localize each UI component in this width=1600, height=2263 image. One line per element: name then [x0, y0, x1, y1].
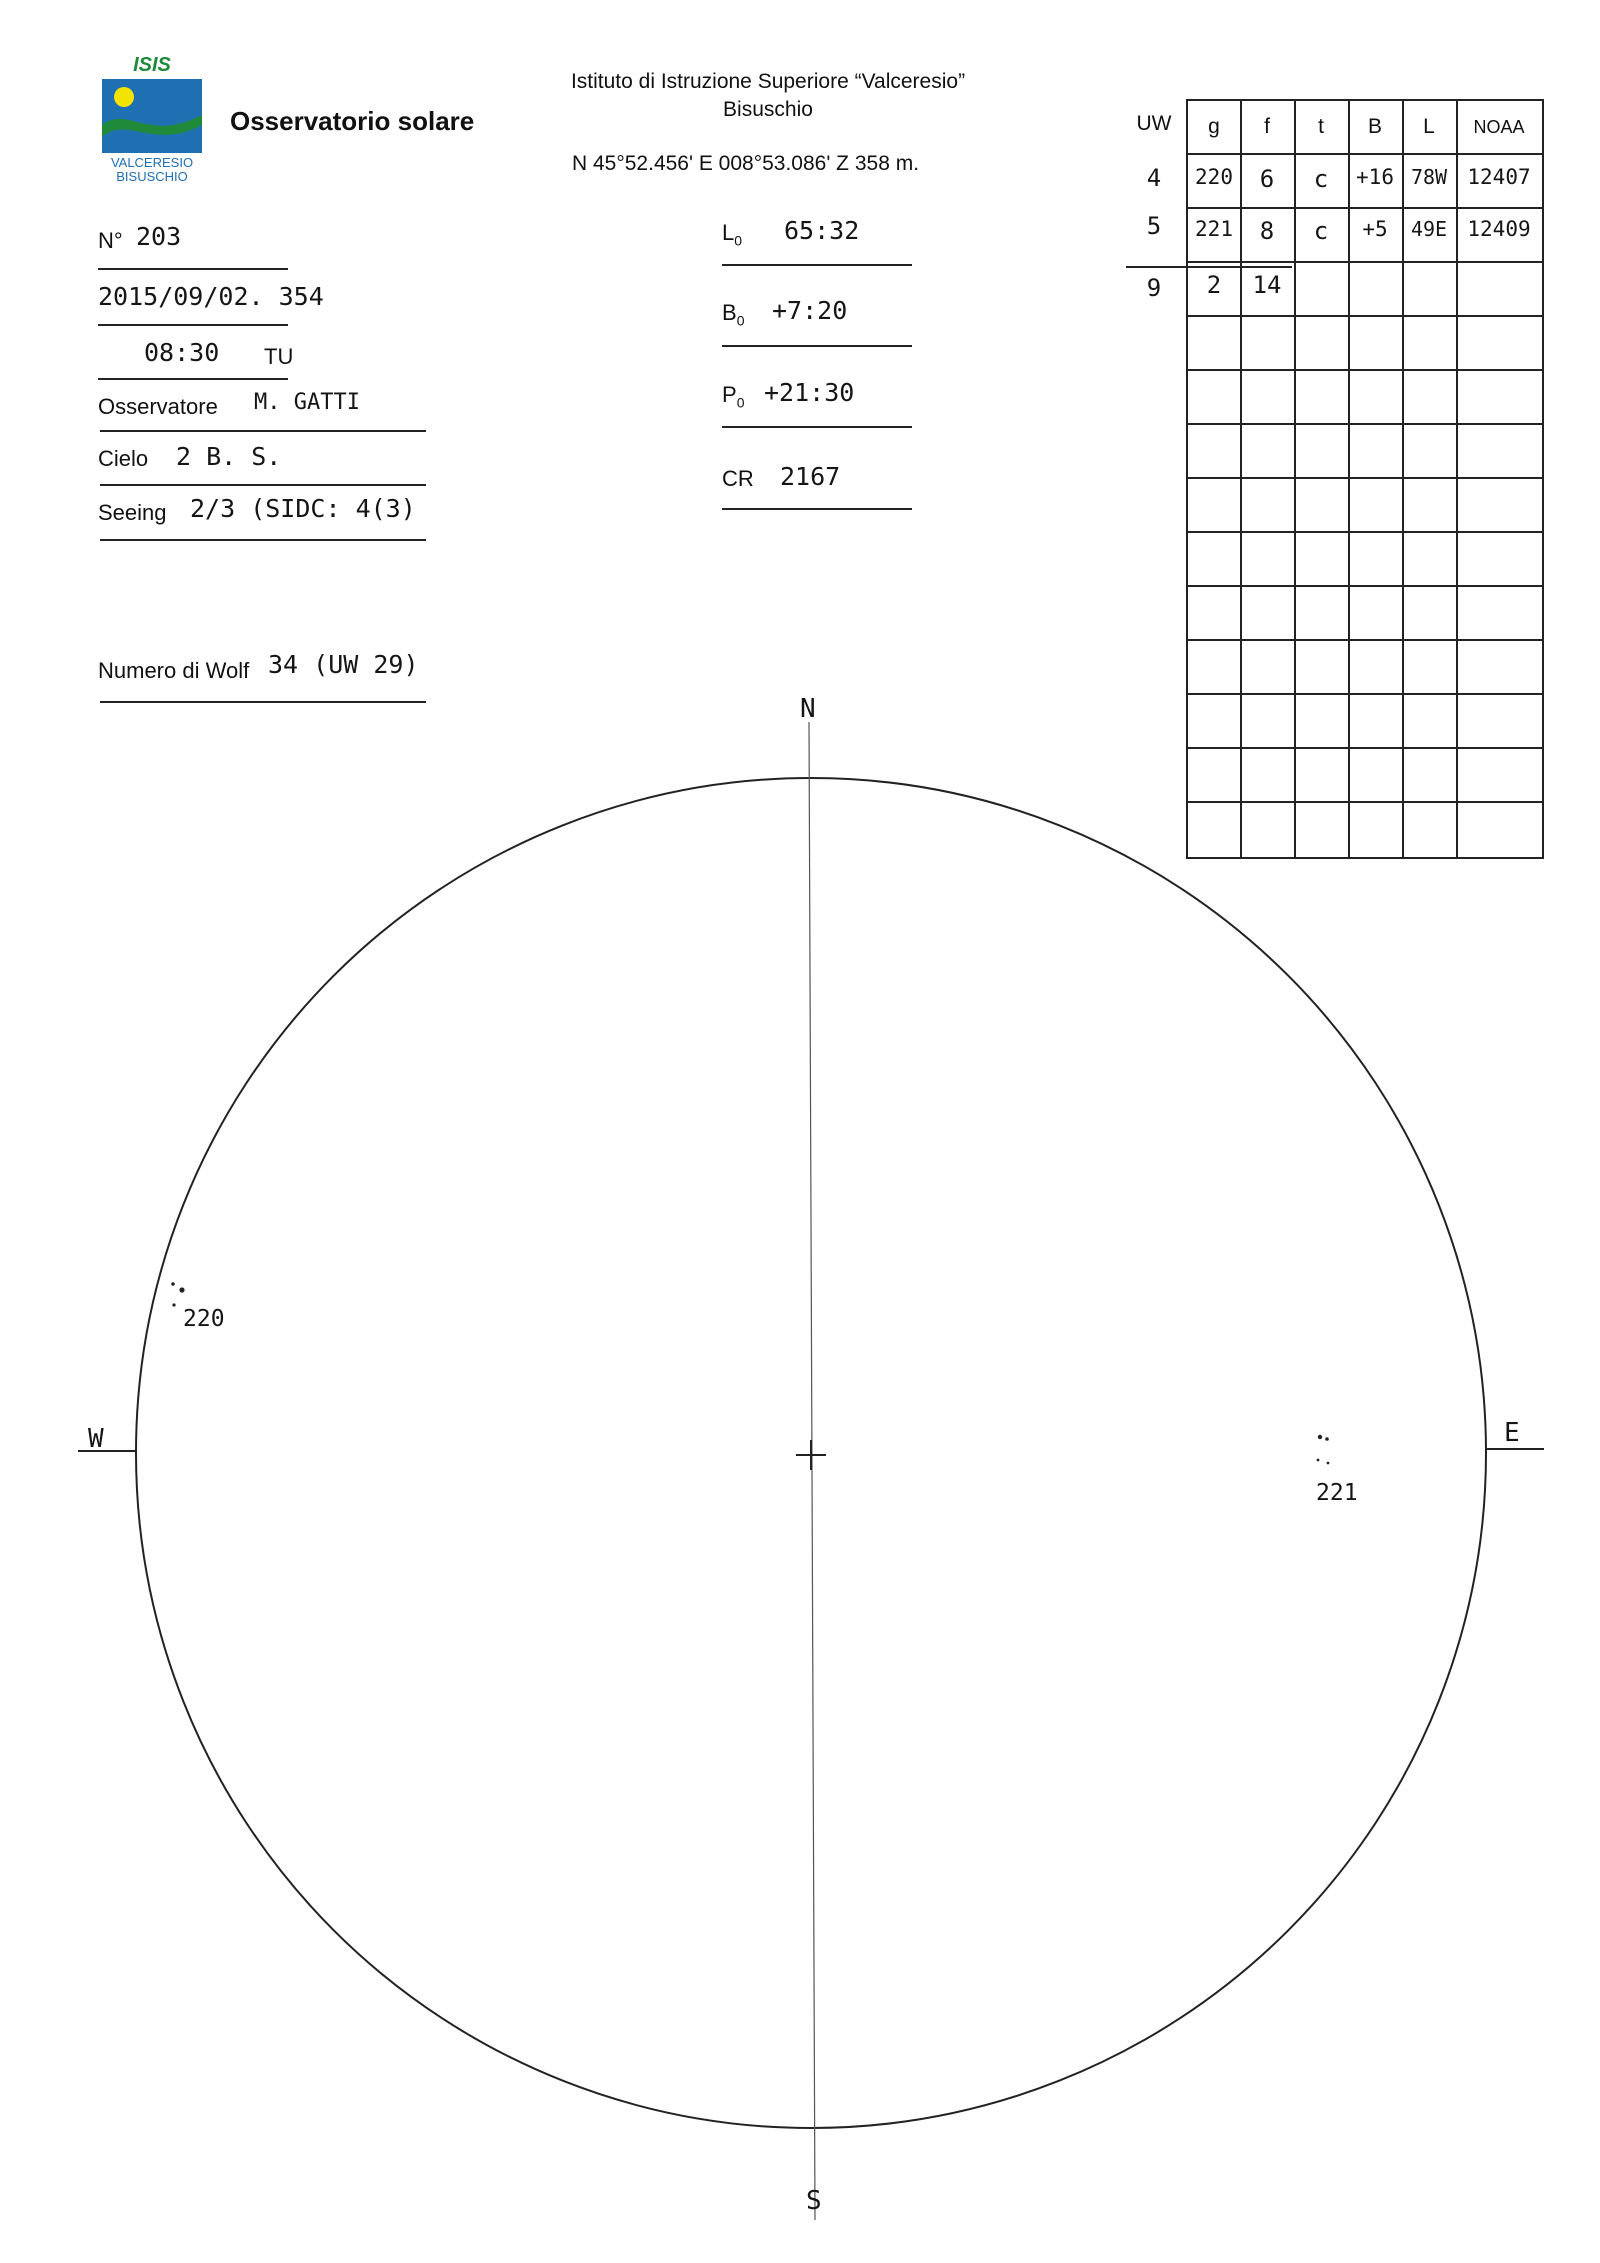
- seeing-label: Seeing: [98, 500, 167, 525]
- table-cell: 5: [1146, 212, 1162, 240]
- sunspot: [179, 1287, 184, 1292]
- table-cell: 12407: [1467, 165, 1531, 189]
- table-cell: +5: [1362, 217, 1388, 241]
- group-label-220: 220: [183, 1306, 225, 1332]
- group-label-221: 221: [1316, 1480, 1358, 1506]
- institute-name: Istituto di Istruzione Superiore “Valceresio”: [570, 70, 966, 93]
- table-header-t: t: [1318, 115, 1324, 138]
- table-cell: 8: [1259, 217, 1275, 245]
- p0-label-text: P: [722, 382, 737, 407]
- l0-label-text: L: [722, 220, 735, 245]
- observation-time: 08:30: [144, 338, 220, 367]
- logo-name-line1: VALCERESIO: [110, 155, 194, 170]
- sunspot: [1317, 1459, 1320, 1462]
- sunspot: [171, 1282, 175, 1286]
- b0-label-sub: 0: [736, 312, 745, 329]
- table-cell: 78W: [1410, 165, 1448, 189]
- sunspot: [1325, 1437, 1329, 1441]
- logo-wordmark: ISIS: [133, 55, 171, 76]
- sky-value: 2 B. S.: [176, 442, 282, 471]
- cr-value: 2167: [780, 462, 841, 491]
- table-header-noaa: NOAA: [1473, 117, 1525, 137]
- table-cell: 221: [1195, 217, 1233, 241]
- table-header-l: L: [1423, 115, 1435, 138]
- record-number-value: 203: [136, 222, 182, 251]
- table-header-b: B: [1367, 115, 1382, 138]
- observer-value: M. GATTI: [254, 390, 360, 415]
- logo-name-line2: BISUSCHIO: [116, 169, 188, 184]
- b0-label-text: B: [722, 300, 737, 325]
- sunspot: [1327, 1462, 1330, 1465]
- table-cell: 220: [1195, 165, 1233, 189]
- seeing-value: 2/3 (SIDC: 4(3): [190, 494, 416, 523]
- table-cell: c: [1313, 217, 1329, 245]
- table-cell: 12409: [1467, 217, 1531, 241]
- east-label: E: [1504, 1418, 1520, 1448]
- north-label: N: [800, 694, 816, 724]
- table-cell: c: [1313, 165, 1329, 193]
- west-label: W: [88, 1424, 104, 1454]
- b0-value: +7:20: [772, 296, 848, 325]
- l0-value: 65:32: [784, 216, 860, 245]
- table-header-f: f: [1264, 115, 1270, 138]
- table-cell: 4: [1146, 164, 1162, 192]
- sunspot: [1318, 1435, 1322, 1439]
- north-south-axis: [809, 722, 815, 2220]
- table-total-uw: 9: [1146, 274, 1162, 302]
- wolf-label: Numero di Wolf: [98, 658, 250, 683]
- p0-value: +21:30: [764, 378, 855, 407]
- wolf-value: 34 (UW 29): [268, 650, 419, 679]
- table-header-g: g: [1208, 115, 1220, 138]
- table-header-uw: UW: [1136, 112, 1172, 135]
- observatory-coordinates: N 45°52.456' E 008°53.086' Z 358 m.: [572, 152, 920, 175]
- sky-label: Cielo: [98, 446, 149, 471]
- sunspot: [172, 1303, 175, 1306]
- table-total-g: 2: [1206, 271, 1222, 299]
- south-label: S: [806, 2186, 822, 2216]
- p0-label-sub: 0: [736, 394, 745, 411]
- record-number-label: N°: [98, 228, 123, 253]
- table-cell: 49E: [1410, 217, 1448, 241]
- table-cell: 6: [1259, 165, 1275, 193]
- time-unit: TU: [264, 344, 294, 369]
- cr-label: CR: [722, 466, 754, 491]
- page-title: Osservatorio solare: [230, 106, 475, 136]
- institute-town: Bisuschio: [723, 98, 813, 121]
- observer-label: Osservatore: [98, 394, 218, 419]
- table-cell: +16: [1356, 165, 1394, 189]
- l0-label-sub: 0: [734, 232, 743, 249]
- observation-date: 2015/09/02. 354: [98, 282, 324, 311]
- table-total-f: 14: [1252, 271, 1282, 299]
